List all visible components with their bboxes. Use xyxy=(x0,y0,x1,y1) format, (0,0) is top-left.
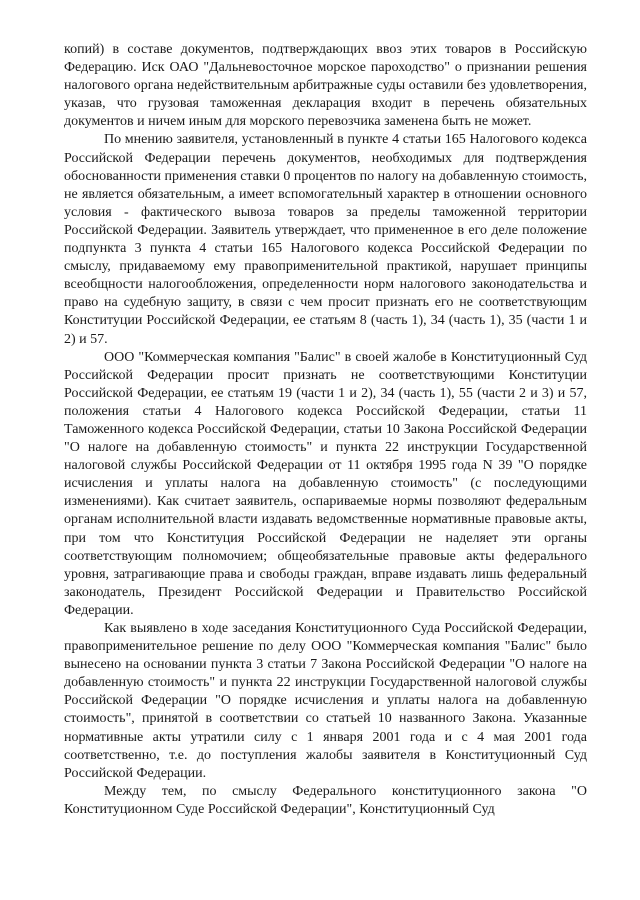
paragraph: По мнению заявителя, установленный в пункте 4 статьи 165 Налогового кодекса Российской Федерации перечень документов, необходимых для подтверждения обоснованности применения ставки 0 процентов по налогу на добавленную стоимость, не является обязательным, а имеет вспомогательный характер в отношении основного условия - фактического вывоза товаров за пределы таможенной территории Российской Федерации. Заявитель утверждает, что примененное в его деле положение подпункта 3 пункта 4 статьи 165 Налогового кодекса Российской Федерации по смыслу, придаваемому ему правоприменительной практикой, нарушает принципы всеобщности налогообложения, определенности норм налогового законодательства и право на судебную защиту, в связи с чем просит признать его не соответствующим Конституции Российской Федерации, ее статьям 8 (часть 1), 34 (часть 1), 35 (части 1 и 2) и 57. xyxy=(64,132,587,347)
document-body xyxy=(64,41,587,819)
paragraph: Между тем, по смыслу Федерального конституционного закона "О Конституционном Суде Российской Федерации", Конституционный Суд xyxy=(64,783,587,817)
paragraph: ООО "Коммерческая компания "Балис" в своей жалобе в Конституционный Суд Российской Федерации просит признать не соответствующими Конституции Российской Федерации, ее статьям 19 (части 1 и 2), 34 (часть 1), 55 (части 2 и 3) и 57, положения статьи 4 Налогового кодекса Российской Федерации, статьи 11 Таможенного кодекса Российской Федерации, статьи 10 Закона Российской Федерации "О налоге на добавленную стоимость" и пункта 22 инструкции Государственной налоговой службы Российской Федерации от 11 октября 1995 года N 39 "О порядке исчисления и уплаты налога на добавленную стоимость" (с последующими изменениями). Как считает заявитель, оспариваемые нормы позволяют федеральным органам исполнительной власти издавать ведомственные нормативные правовые акты, при том что Конституция Российской Федерации не наделяет эти органы соответствующим полномочием; общеобязательные правовые акты федерального уровня, затрагивающие права и свободы граждан, вправе издавать лишь федеральный законодатель, Президент Российской Федерации и Правительство Российской Федерации. xyxy=(64,349,587,618)
paragraph: Как выявлено в ходе заседания Конституционного Суда Российской Федерации, правоприменительное решение по делу ООО "Коммерческая компания "Балис" было вынесено на основании пункта 3 статьи 7 Закона Российской Федерации "О налоге на добавленную стоимость" и пункта 22 инструкции Государственной налоговой службы Российской Федерации "О порядке исчисления и уплаты налога на добавленную стоимость", принятой в соответствии со статьей 10 названного Закона. Указанные нормативные акты утратили силу с 1 января 2001 года и с 4 мая 2001 года соответственно, т.е. до поступления жалобы заявителя в Конституционный Суд Российской Федерации. xyxy=(64,621,587,781)
paragraph: копий) в составе документов, подтверждающих ввоз этих товаров в Российскую Федерацию. Иск ОАО "Дальневосточное морское пароходство" о признании решения налогового органа недействительным арбитражные суды оставили без удовлетворения, указав, что грузовая таможенная декларация входит в перечень обязательных документов и ничем иным для морского перевозчика заменена быть не может. xyxy=(64,42,587,130)
